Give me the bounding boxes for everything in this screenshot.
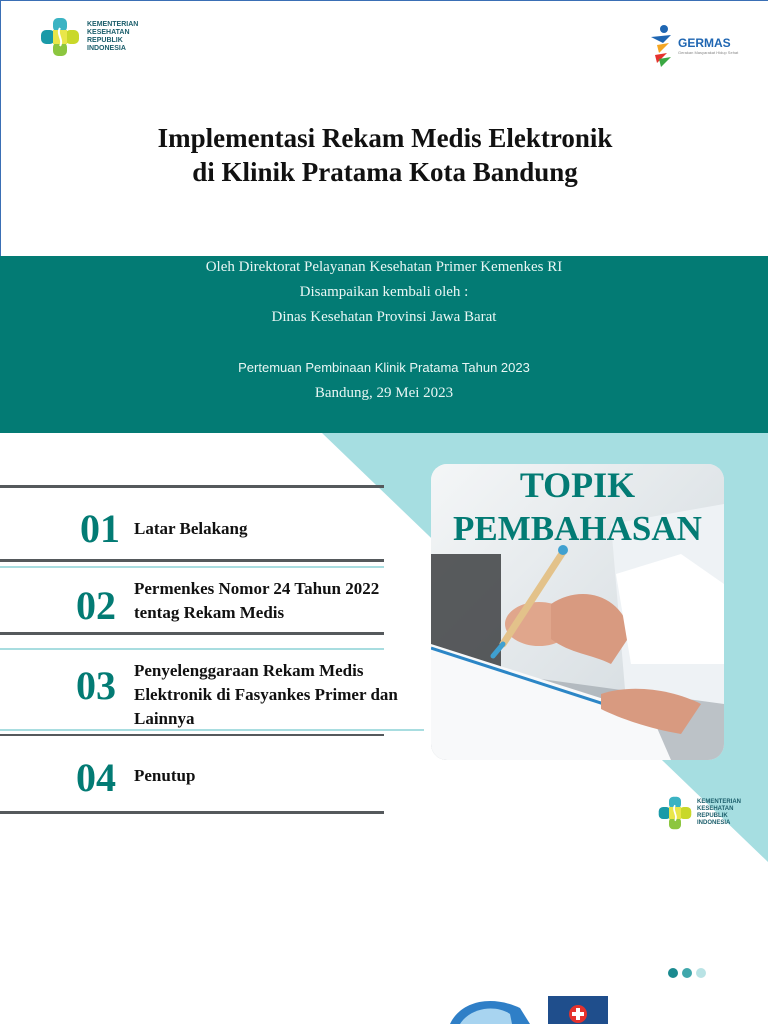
agenda-accent-line <box>0 566 384 568</box>
agenda-item-text: Latar Belakang <box>134 519 248 538</box>
agenda-item-text: Penyelenggaraan Rekam Medis Elektronik di Fasyankes Primer dan Lainnya <box>134 661 398 728</box>
presenter-band <box>0 256 768 433</box>
pager-dot <box>668 968 678 978</box>
header-area <box>0 0 768 256</box>
germas-logo-icon <box>649 23 675 67</box>
agenda-item-text: Penutup <box>134 766 196 785</box>
agenda-divider <box>0 811 384 814</box>
presenter-line-2: Disampaikan kembali oleh : <box>299 284 469 300</box>
topic-photo-card <box>431 464 724 760</box>
presenter-line-3: Dinas Kesehatan Provinsi Jawa Barat <box>271 309 497 325</box>
event-name: Pertemuan Pembinaan Klinik Pratama Tahun 2023 <box>238 360 530 375</box>
agenda-item-text: Permenkes Nomor 24 Tahun 2022 tentag Rekam Medis <box>134 579 380 622</box>
topic-heading-line-2: PEMBAHASAN <box>453 509 702 548</box>
agenda-accent-line <box>0 648 384 650</box>
agenda-divider <box>0 734 384 736</box>
topic-heading-line-1: TOPIK <box>519 465 636 505</box>
title-line-1: Implementasi Rekam Medis Elektronik <box>157 123 613 153</box>
agenda-divider <box>0 485 384 488</box>
kemenkes-logo-text: KEMENTERIAN KESEHATAN REPUBLIK INDONESIA <box>697 799 742 826</box>
presenter-line-1: Oleh Direktorat Pelayanan Kesehatan Primer Kemenkes RI <box>205 259 563 275</box>
agenda-divider <box>0 632 384 635</box>
pager-dot <box>696 968 706 978</box>
agenda-divider <box>0 559 384 562</box>
bottom-graphics <box>450 990 620 1024</box>
kemenkes-logo <box>39 16 157 58</box>
kemenkes-logo-icon <box>39 16 81 58</box>
title-line-2: di Klinik Pratama Kota Bandung <box>192 157 578 187</box>
event-date: Bandung, 29 Mei 2023 <box>314 385 454 401</box>
kemenkes-logo-icon <box>657 795 693 831</box>
germas-logo <box>649 23 738 67</box>
agenda-number: 04 <box>76 755 116 800</box>
germas-tagline: Gerakan Masyarakat Hidup Sehat <box>678 49 739 55</box>
germas-logo-text: GERMAS <box>678 35 731 50</box>
page-title <box>1 121 768 189</box>
pager-dot <box>682 968 692 978</box>
agenda-number: 02 <box>76 583 116 628</box>
kemenkes-logo-text: KEMENTERIAN KESEHATAN REPUBLIK INDONESIA <box>87 21 139 52</box>
slide-pager <box>668 968 706 978</box>
kemenkes-logo-footer <box>657 795 745 831</box>
agenda-number: 03 <box>76 663 116 708</box>
agenda-number: 01 <box>80 506 120 551</box>
